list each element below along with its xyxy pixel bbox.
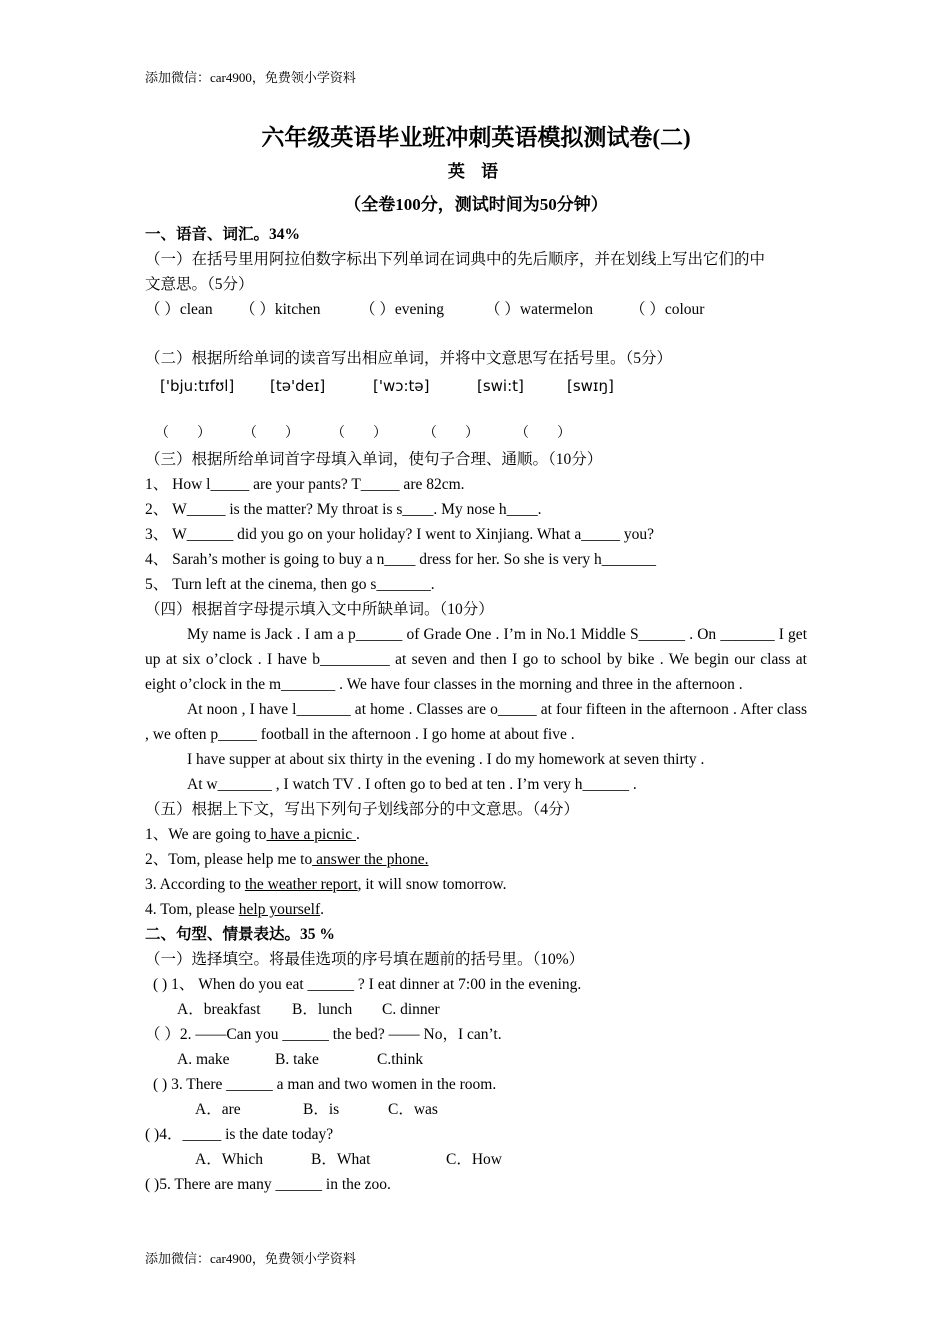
option: B．is <box>303 1101 340 1118</box>
option: B. take <box>275 1051 319 1068</box>
s1-instruction-line1: （一）在括号里用阿拉伯数字标出下列单词在词典中的先后顺序，并在划线上写出它们的中 <box>145 251 766 268</box>
option: C．How <box>446 1151 502 1168</box>
sentence-text: , it will snow tomorrow. <box>357 876 507 893</box>
fill-item: 3、 W______ did you go on your holiday? I went to Xinjiang. What a_____ you? <box>145 526 654 543</box>
passage-paragraph: My name is Jack . I am a p______ of Grade One . I’m in No.1 Middle S______ . On _______ I get up at six o’clock . I have b_________ at seven and then I go to school by bike . We begin our class at eight o’clock in the m_______ . We have four classes in the morning and three in the afternoon . <box>145 626 807 693</box>
fill-item: 2、 W_____ is the matter? My throat is s____. My nose h____. <box>145 501 542 518</box>
word-item: （ ）colour <box>630 301 705 318</box>
underline-sentence <box>145 872 807 897</box>
footer-note: 添加微信：car4900，免费领小学资料 <box>145 1251 356 1266</box>
passage-paragraph: At noon , I have l_______ at home . Classes are o_____ at four fifteen in the afternoon . After class , we often p_____ football in the afternoon . I go home at about five . <box>145 701 807 743</box>
word-item: （ ）evening <box>360 301 444 318</box>
choice-question: ( ) 1、 When do you eat ______ ? I eat dinner at 7:00 in the evening. <box>153 976 582 993</box>
option: C.think <box>377 1051 424 1068</box>
phonetic-item: [swɪŋ] <box>567 377 614 395</box>
phonetic-item: ['bju:tɪfʊl] <box>160 377 235 395</box>
option: C. dinner <box>382 1001 440 1018</box>
answer-blank: （ ） <box>243 426 299 441</box>
choice-question: ( ) 3. There ______ a man and two women in the room. <box>153 1076 497 1093</box>
choice-options <box>145 1147 807 1172</box>
sentence-text: . <box>355 826 360 843</box>
option: B．What <box>311 1151 371 1168</box>
phonetics-row <box>145 371 807 401</box>
fill-item: 5、 Turn left at the cinema, then go s_______. <box>145 576 435 593</box>
word-item: （ ）kitchen <box>240 301 321 318</box>
subject-title: 英 语 <box>447 162 505 181</box>
option: A．breakfast <box>177 1001 261 1018</box>
answer-blank: （ ） <box>331 426 387 441</box>
option: A．Which <box>195 1151 264 1168</box>
passage-paragraph: I have supper at about six thirty in the evening . I do my homework at seven thirty . <box>187 751 705 768</box>
s1-instruction-line2: 文意思。（5分） <box>145 276 254 293</box>
dictionary-order-words <box>145 297 807 322</box>
s3-instruction: （三）根据所给单词首字母填入单词，使句子合理、通顺。（10分） <box>145 451 603 468</box>
option: C．was <box>388 1101 438 1118</box>
sentence-text: 1、We are going to <box>145 826 267 843</box>
sentence-text: . <box>320 901 324 918</box>
s4-instruction: （四）根据首字母提示填入文中所缺单词。（10分） <box>145 601 494 618</box>
choice-options <box>145 1047 807 1072</box>
phonetic-item: [swi:t] <box>477 377 524 395</box>
sentence-text: 4. Tom, please <box>145 901 239 918</box>
underlined-phrase: help yourself <box>238 901 321 918</box>
exam-info: （全卷100分，测试时间为50分钟） <box>344 195 608 214</box>
option: B．lunch <box>292 1001 353 1018</box>
underline-sentence <box>145 822 807 847</box>
word-item: （ ）clean <box>145 301 213 318</box>
part2-heading: 二、句型、情景表达。35 % <box>145 926 335 943</box>
choice-options <box>145 1097 807 1122</box>
underlined-phrase: have a picnic <box>266 826 356 843</box>
sentence-text: 3. According to <box>145 876 245 893</box>
underlined-phrase: the weather report <box>244 876 358 893</box>
underline-sentence <box>145 847 807 872</box>
sentence-text: 2、Tom, please help me to <box>145 851 313 868</box>
choice-question: （ ）2. ——Can you ______ the bed? —— No，I can’t. <box>145 1026 502 1043</box>
answer-blank: （ ） <box>515 426 571 441</box>
answer-blank: （ ） <box>155 426 211 441</box>
choice-question: ( )4．_____ is the date today? <box>145 1126 334 1143</box>
fill-item: 4、 Sarah’s mother is going to buy a n____ dress for her. So she is very h_______ <box>145 551 657 568</box>
s5-instruction: （五）根据上下文，写出下列句子划线部分的中文意思。（4分） <box>145 801 580 818</box>
phonetic-item: [tə'deɪ] <box>270 377 326 395</box>
s2-instruction: （二）根据所给单词的读音写出相应单词，并将中文意思写在括号里。（5分） <box>145 350 673 367</box>
exam-paper <box>145 120 807 1197</box>
underlined-phrase: answer the phone. <box>312 851 429 868</box>
answer-parentheses-row <box>145 421 807 447</box>
p2-s1-instruction: （一）选择填空。将最佳选项的序号填在题前的括号里。（10%） <box>145 951 585 968</box>
fill-item: 1、 How l_____ are your pants? T_____ are 82cm. <box>145 476 465 493</box>
choice-question: ( )5. There are many ______ in the zoo. <box>145 1176 391 1193</box>
option: A．are <box>195 1101 241 1118</box>
choice-options <box>145 997 807 1022</box>
part1-heading: 一、语音、词汇。34% <box>145 226 301 243</box>
phonetic-item: ['wɔ:tə] <box>373 377 430 395</box>
header-note: 添加微信：car4900，免费领小学资料 <box>145 70 356 85</box>
option: A. make <box>177 1051 230 1068</box>
page-title: 六年级英语毕业班冲刺英语模拟测试卷(二) <box>261 125 691 150</box>
answer-blank: （ ） <box>423 426 479 441</box>
underline-sentence <box>145 897 807 922</box>
word-item: （ ）watermelon <box>485 301 594 318</box>
passage-paragraph: At w_______ , I watch TV . I often go to bed at ten . I’m very h______ . <box>187 776 637 793</box>
